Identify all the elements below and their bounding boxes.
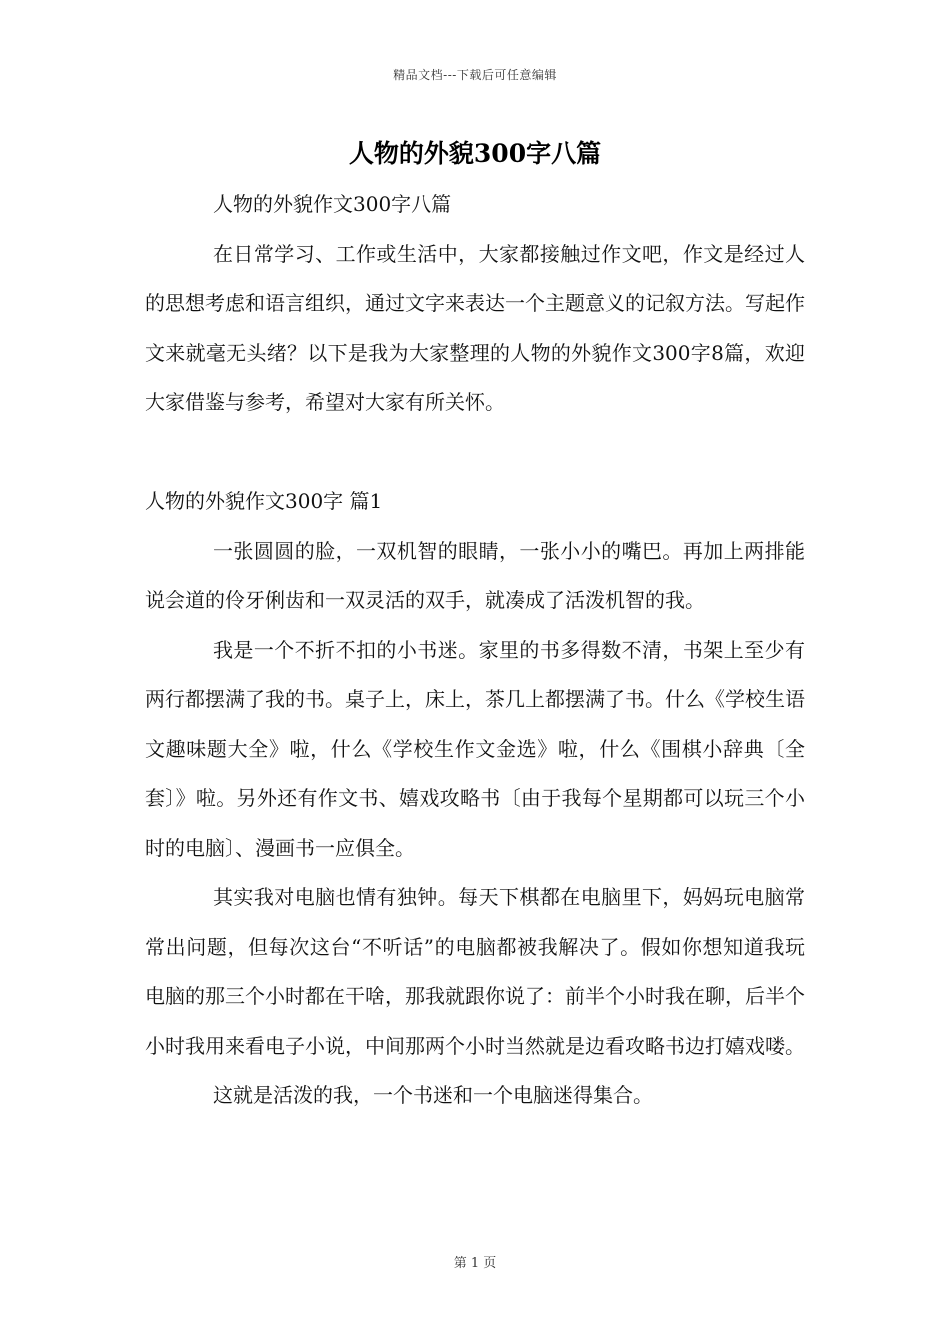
body-paragraph: 我是一个不折不扣的小书迷。家里的书多得数不清，书架上至少有两行都摆满了我的书。桌子上，床上，茶几上都摆满了书。什么《学校生语文趣味题大全》啦，什么《学校生作文金选》啦，什么《围棋小辞典〔全套〕》啦。另外还有作文书、嬉戏攻略书〔由于我每个星期都可以玩三个小时的电脑〕、漫画书一应俱全。: [145, 637, 805, 860]
document-subtitle: 人物的外貌作文300字八篇: [213, 192, 452, 216]
paragraph-spacer: [145, 428, 805, 478]
body-paragraph: 其实我对电脑也情有独钟。每天下棋都在电脑里下，妈妈玩电脑常常出问题，但每次这台“不听话”的电脑都被我解决了。假如你想知道我玩电脑的那三个小时都在干啥，那我就跟你说了：前半个小时我在聊，后半个小时我用来看电子小说，中间那两个小时当然就是边看攻略书边打嬉戏喽。: [145, 885, 805, 1058]
document-body: [145, 180, 805, 1121]
intro-paragraph: 在日常学习、工作或生活中，大家都接触过作文吧，作文是经过人的思想考虑和语言组织，通过文字来表达一个主题意义的记叙方法。写起作文来就毫无头绪？以下是我为大家整理的人物的外貌作文300字8篇，欢迎大家借鉴与参考，希望对大家有所关怀。: [145, 241, 805, 414]
page-number: 第 1 页: [453, 1256, 497, 1271]
section-heading: 人物的外貌作文300字 篇1: [145, 489, 383, 513]
body-paragraph: 一张圆圆的脸，一双机智的眼睛，一张小小的嘴巴。再加上两排能说会道的伶牙俐齿和一双灵活的双手，就凑成了活泼机智的我。: [145, 538, 805, 612]
body-paragraph: 这就是活泼的我，一个书迷和一个电脑迷得集合。: [213, 1083, 653, 1107]
page-header: 精品文档---下载后可任意编辑: [393, 68, 557, 82]
document-title: 人物的外貌300字八篇: [348, 139, 602, 168]
